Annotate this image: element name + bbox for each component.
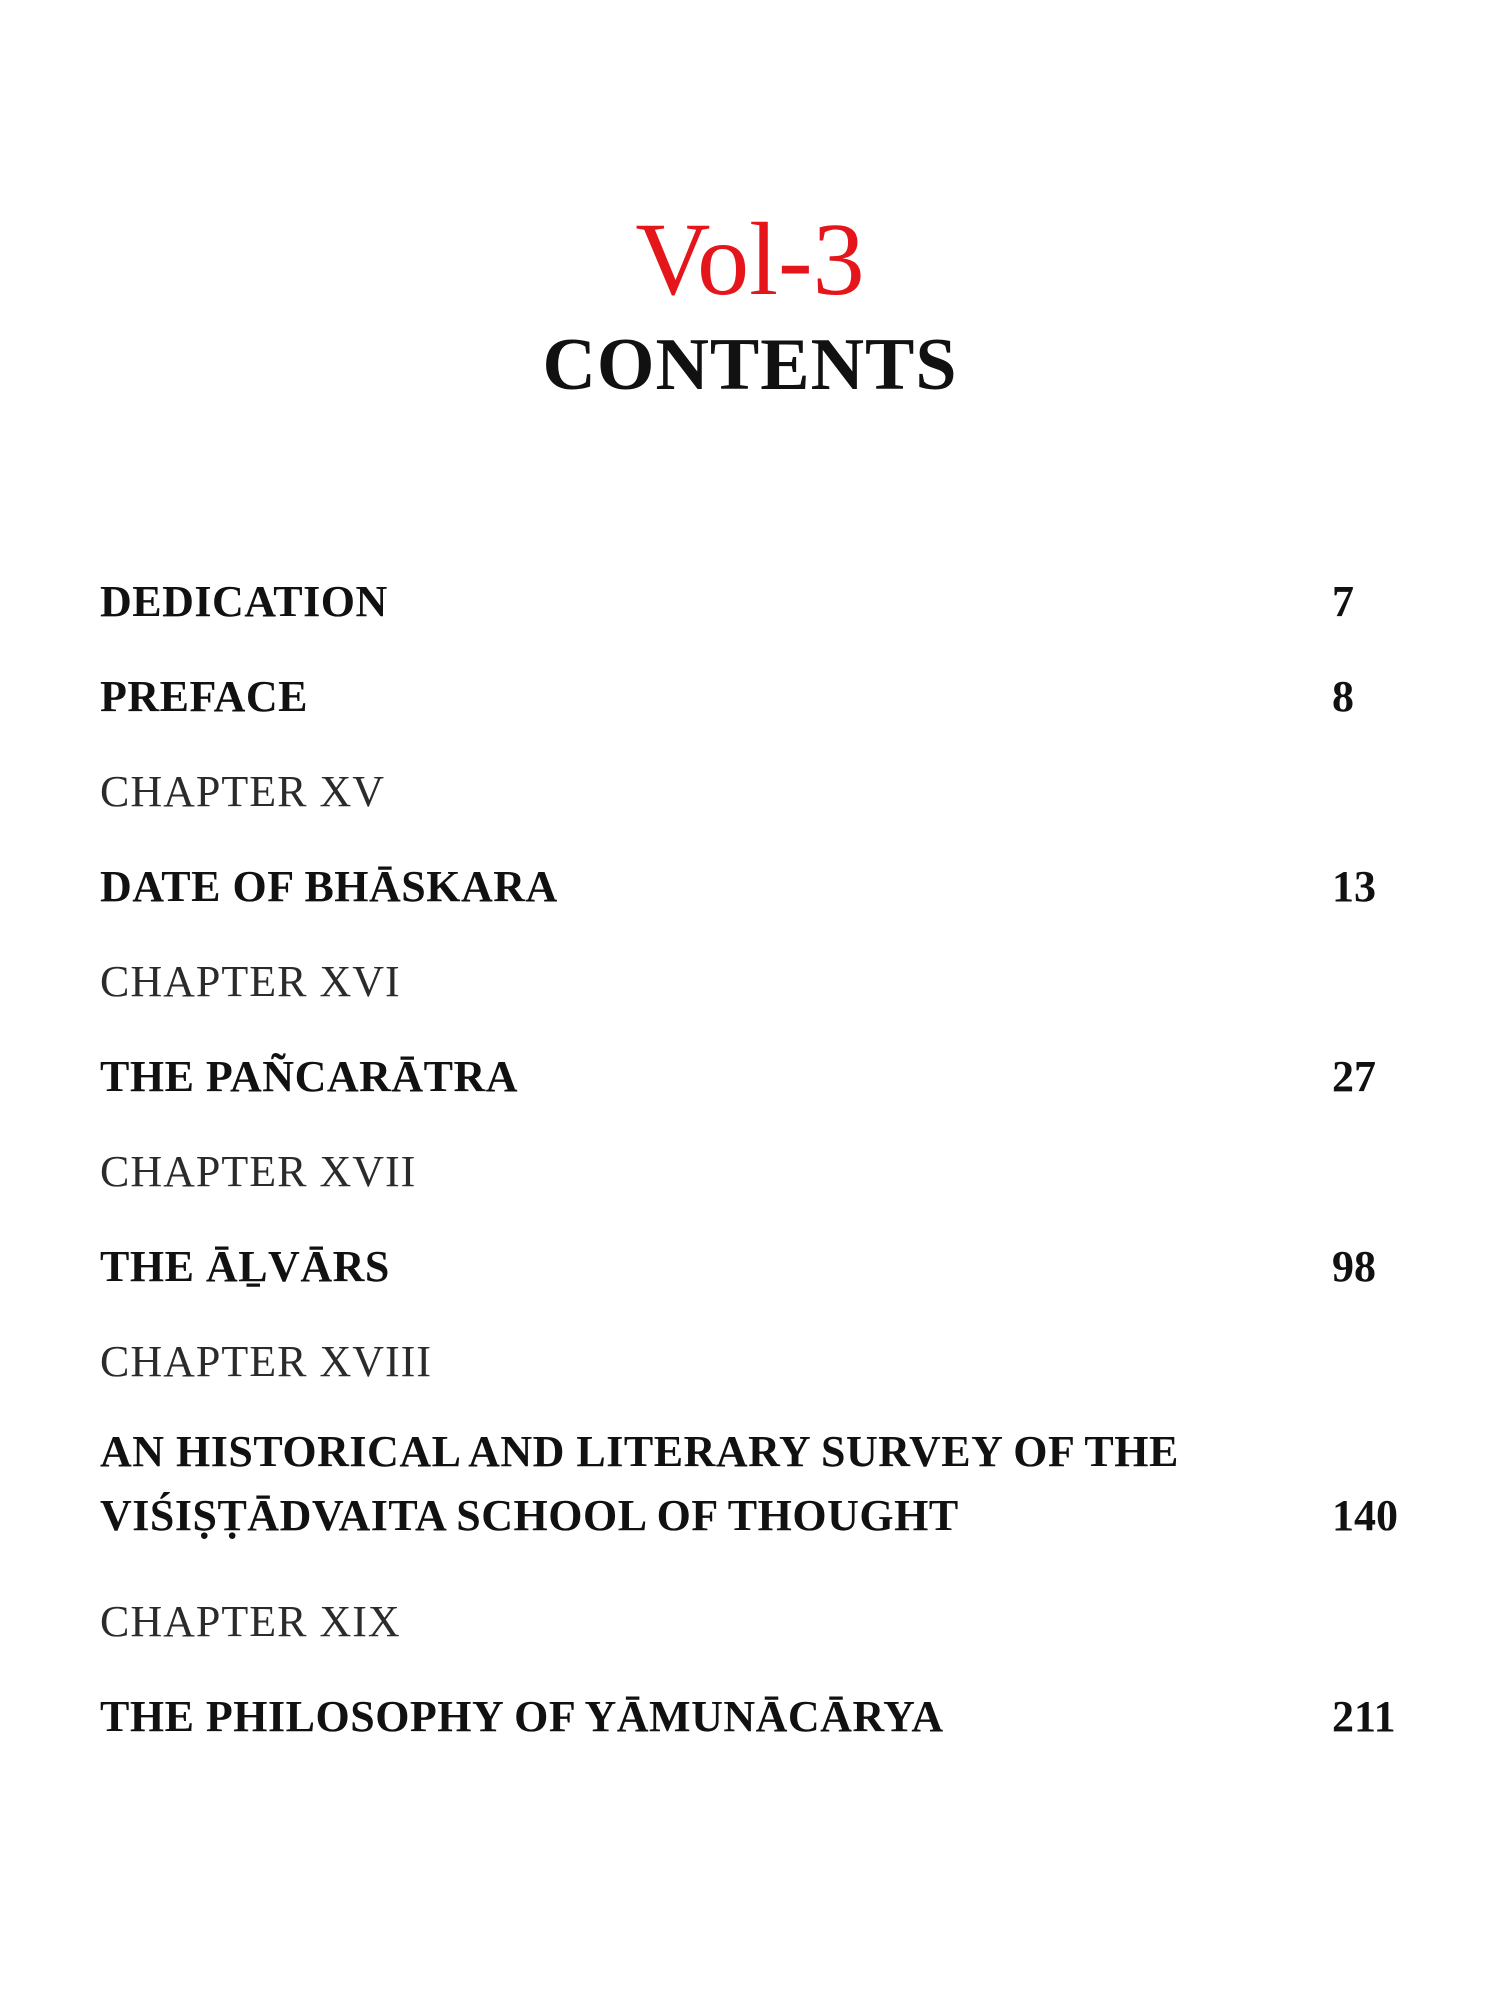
entry-title: THE ĀḺVĀRS <box>100 1242 390 1291</box>
page-number: 7 <box>1332 577 1354 626</box>
volume-title: Vol-3 <box>635 202 865 317</box>
toc-entry-chapter-xv <box>100 855 1430 919</box>
contents-heading: CONTENTS <box>542 324 958 406</box>
page-number: 140 <box>1332 1491 1398 1540</box>
entry-title: DEDICATION <box>100 577 388 626</box>
entry-title: PREFACE <box>100 672 309 721</box>
entry-title-line-2: VIŚIṢṬĀDVAITA SCHOOL OF THOUGHT <box>100 1491 959 1540</box>
toc-entry-chapter-xvii <box>100 1235 1430 1299</box>
entry-title: THE PAÑCARĀTRA <box>100 1052 519 1101</box>
page-number: 13 <box>1332 862 1376 911</box>
toc-entry-chapter-xviii <box>100 1420 1430 1548</box>
page-number: 8 <box>1332 672 1354 721</box>
chapter-label: CHAPTER XIX <box>100 1597 401 1646</box>
chapter-label: CHAPTER XV <box>100 767 386 816</box>
chapter-label-xix <box>100 1590 1430 1654</box>
chapter-label-xvii <box>100 1140 1430 1204</box>
chapter-label: CHAPTER XVII <box>100 1147 417 1196</box>
chapter-label-xvi <box>100 950 1430 1014</box>
chapter-label: CHAPTER XVIII <box>100 1337 432 1386</box>
toc-entry-preface <box>100 665 1430 729</box>
toc-entry-chapter-xix <box>100 1685 1430 1749</box>
page-number: 98 <box>1332 1242 1376 1291</box>
chapter-label-xviii <box>100 1330 1430 1394</box>
toc-entry-chapter-xvi <box>100 1045 1430 1109</box>
entry-title-line-1: AN HISTORICAL AND LITERARY SURVEY OF THE <box>100 1427 1179 1476</box>
entry-title: DATE OF BHĀSKARA <box>100 862 558 911</box>
chapter-label: CHAPTER XVI <box>100 957 401 1006</box>
entry-title: THE PHILOSOPHY OF YĀMUNĀCĀRYA <box>100 1692 944 1741</box>
toc-entry-dedication <box>100 570 1430 634</box>
chapter-label-xv <box>100 760 1430 824</box>
page-number: 27 <box>1332 1052 1376 1101</box>
page-number: 211 <box>1332 1692 1396 1741</box>
